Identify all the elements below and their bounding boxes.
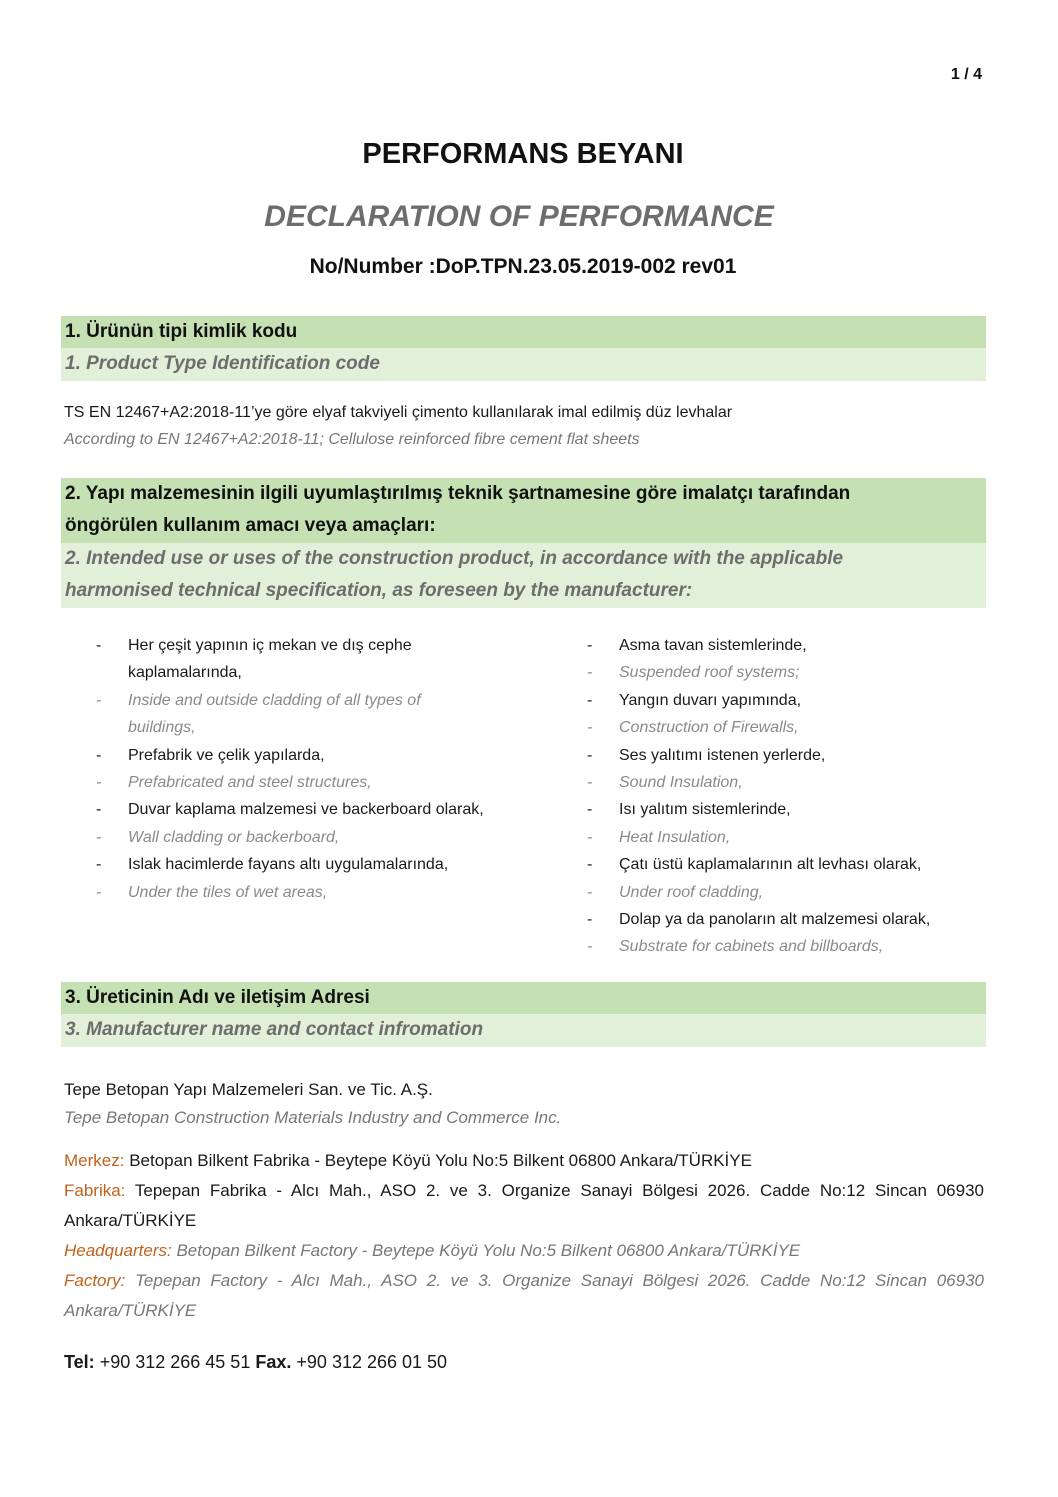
page-title: PERFORMANS BEYANI	[362, 138, 684, 170]
intended-use-right-item: - Dolap ya da panoların alt malzemesi olarak,	[587, 906, 987, 933]
intended-use-left-item: - Prefabrik ve çelik yapılarda,	[96, 742, 486, 769]
tel-value: +90 312 266 45 51	[99, 1352, 251, 1372]
intended-use-right-item: - Suspended roof systems;	[587, 659, 987, 686]
intended-use-right-item: - Isı yalıtım sistemlerinde,	[587, 796, 987, 823]
intended-use-list-left	[96, 632, 486, 906]
factory-address-tr	[64, 1176, 984, 1236]
contact-line	[64, 1352, 447, 1373]
headquarters-address-tr	[64, 1146, 984, 1176]
intended-use-left-item: - Duvar kaplama malzemesi ve backerboard olarak,	[96, 796, 486, 823]
company-name-en: Tepe Betopan Construction Materials Industry and Commerce Inc.	[64, 1108, 562, 1127]
section1-heading-tr: 1. Ürünün tipi kimlik kodu	[61, 316, 986, 348]
intended-use-left-item: - Wall cladding or backerboard,	[96, 824, 486, 851]
intended-use-right-item: - Ses yalıtımı istenen yerlerde,	[587, 742, 987, 769]
company-name-tr: Tepe Betopan Yapı Malzemeleri San. ve Tic. A.Ş.	[64, 1080, 433, 1099]
headquarters-address-en	[64, 1236, 984, 1266]
headquarters-label-en: Headquarters:	[64, 1241, 172, 1260]
page-number: 1 / 4	[950, 66, 982, 83]
intended-use-right-item: - Substrate for cabinets and billboards,	[587, 933, 987, 960]
factory-address-en	[64, 1266, 984, 1326]
section1-text-tr: TS EN 12467+A2:2018-11’ye göre elyaf takviyeli çimento kullanılarak imal edilmiş düz levhalar	[64, 404, 733, 421]
intended-use-left-item: - Prefabricated and steel structures,	[96, 769, 486, 796]
headquarters-label-tr: Merkez:	[64, 1151, 125, 1170]
factory-label-tr: Fabrika:	[64, 1181, 126, 1200]
section3-heading-en: 3. Manufacturer name and contact infromation	[61, 1014, 986, 1047]
intended-use-right-item: - Sound Insulation,	[587, 769, 987, 796]
intended-use-right-item: - Çatı üstü kaplamalarının alt levhası olarak,	[587, 851, 987, 878]
intended-use-right-item: - Heat Insulation,	[587, 824, 987, 851]
section2-heading-tr	[61, 478, 986, 543]
intended-use-right-item: - Yangın duvarı yapımında,	[587, 687, 987, 714]
headquarters-value-tr: Betopan Bilkent Fabrika - Beytepe Köyü Yolu No:5 Bilkent 06800 Ankara/TÜRKİYE	[129, 1151, 752, 1170]
intended-use-right-item: - Construction of Firewalls,	[587, 714, 987, 741]
section1-text-en: According to EN 12467+A2:2018-11; Cellulose reinforced fibre cement flat sheets	[64, 431, 640, 448]
intended-use-right-item: - Under roof cladding,	[587, 879, 987, 906]
intended-use-left-item: - Her çeşit yapının iç mekan ve dış cephe kaplamalarında,	[96, 632, 486, 687]
intended-use-left-item: - Inside and outside cladding of all types of buildings,	[96, 687, 486, 742]
headquarters-value-en: Betopan Bilkent Factory - Beytepe Köyü Yolu No:5 Bilkent 06800 Ankara/TÜRKİYE	[176, 1241, 801, 1260]
intended-use-left-item: - Under the tiles of wet areas,	[96, 879, 486, 906]
fax-value: +90 312 266 01 50	[296, 1352, 448, 1372]
factory-label-en: Factory:	[64, 1271, 126, 1290]
tel-label: Tel:	[64, 1352, 95, 1372]
section2-heading-tr-line2: öngörülen kullanım amacı veya amaçları:	[65, 515, 436, 536]
section3-heading-tr: 3. Üreticinin Adı ve iletişim Adresi	[61, 982, 986, 1014]
section2-heading-en-line1: 2. Intended use or uses of the construction product, in accordance with the applicable	[65, 548, 844, 569]
document-number: No/Number :DoP.TPN.23.05.2019-002 rev01	[309, 255, 737, 278]
section2-heading-tr-line1: 2. Yapı malzemesinin ilgili uyumlaştırılmış teknik şartnamesine göre imalatçı tarafından	[65, 483, 851, 504]
section2-heading-en-line2: harmonised technical specification, as foreseen by the manufacturer:	[65, 580, 693, 601]
intended-use-left-item: - Islak hacimlerde fayans altı uygulamalarında,	[96, 851, 486, 878]
factory-value-en: Tepepan Factory - Alcı Mah., ASO 2. ve 3. Organize Sanayi Bölgesi 2026. Cadde No:12 Sincan 06930 Ankara/TÜRKİYE	[64, 1271, 984, 1320]
fax-label: Fax.	[255, 1352, 292, 1372]
intended-use-right-item: - Asma tavan sistemlerinde,	[587, 632, 987, 659]
section1-heading-en: 1. Product Type Identification code	[61, 348, 986, 381]
page-subtitle: DECLARATION OF PERFORMANCE	[264, 200, 774, 233]
section2-heading-en	[61, 543, 986, 608]
intended-use-list-right	[587, 632, 987, 961]
factory-value-tr: Tepepan Fabrika - Alcı Mah., ASO 2. ve 3. Organize Sanayi Bölgesi 2026. Cadde No:12 Sincan 06930 Ankara/TÜRKİYE	[64, 1181, 984, 1230]
